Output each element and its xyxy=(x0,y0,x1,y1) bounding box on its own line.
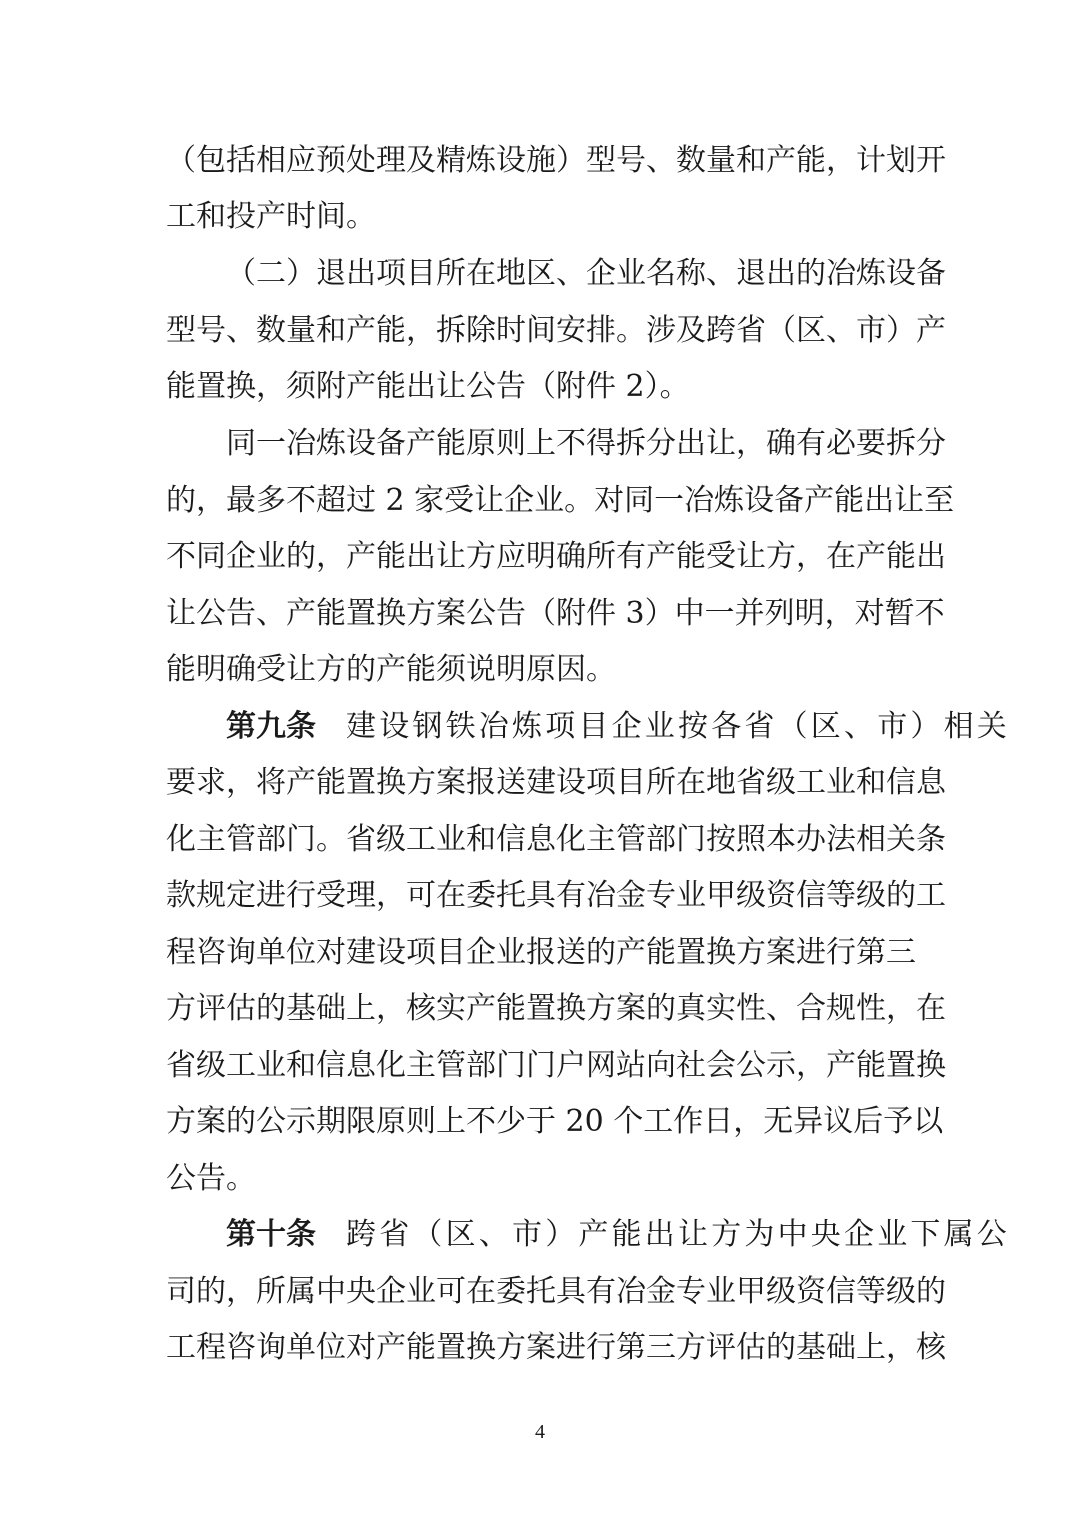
article-9-line xyxy=(226,707,1010,747)
body-line xyxy=(166,989,946,1029)
text: 型号、数量和产能，拆除时间安排。涉及跨省（区、市）产 xyxy=(166,313,946,348)
text: 能明确受让方的产能须说明原因。 xyxy=(166,652,616,687)
body-line xyxy=(166,1159,916,1199)
body-line xyxy=(166,481,955,521)
text: 建设钢铁冶炼项目企业按各省（区、市）相关 xyxy=(346,709,1010,744)
body-line xyxy=(226,424,946,464)
body-line xyxy=(166,876,946,916)
text: 方案的公示期限原则上不少于 20 个工作日，无异议后予以 xyxy=(166,1104,944,1139)
body-line xyxy=(166,594,945,634)
body-line xyxy=(166,1328,946,1368)
text: 工程咨询单位对产能置换方案进行第三方评估的基础上，核 xyxy=(166,1330,946,1365)
page-number: 4 xyxy=(535,1421,545,1443)
body-line xyxy=(166,537,946,577)
body-line xyxy=(166,650,916,690)
body-line xyxy=(166,1272,946,1312)
text: 公告。 xyxy=(166,1161,256,1196)
text: （二）退出项目所在地区、企业名称、退出的冶炼设备 xyxy=(226,256,946,291)
text: 能置换，须附产能出让公告（附件 2）。 xyxy=(166,369,690,404)
article-10-line xyxy=(226,1215,1010,1255)
text: 化主管部门。省级工业和信息化主管部门按照本办法相关条 xyxy=(166,822,946,857)
article-10-heading: 第十条 xyxy=(226,1217,316,1252)
text: 省级工业和信息化主管部门门户网站向社会公示，产能置换 xyxy=(166,1048,946,1083)
text: （包括相应预处理及精炼设施）型号、数量和产能，计划开 xyxy=(166,143,946,178)
text: 司的，所属中央企业可在委托具有冶金专业甲级资信等级的 xyxy=(166,1274,946,1309)
article-9-heading: 第九条 xyxy=(226,709,316,744)
body-line xyxy=(166,311,946,351)
body-line xyxy=(166,820,946,860)
body-line xyxy=(166,1046,946,1086)
text: 的，最多不超过 2 家受让企业。对同一冶炼设备产能出让至 xyxy=(166,483,955,518)
text: 不同企业的，产能出让方应明确所有产能受让方，在产能出 xyxy=(166,539,946,574)
body-line xyxy=(166,367,916,407)
text: 方评估的基础上，核实产能置换方案的真实性、合规性，在 xyxy=(166,991,946,1026)
text: 跨省（区、市）产能出让方为中央企业下属公 xyxy=(346,1217,1010,1252)
body-line xyxy=(166,141,946,181)
text: 程咨询单位对建设项目企业报送的产能置换方案进行第三 xyxy=(166,935,916,970)
body-line xyxy=(226,254,946,294)
text: 要求，将产能置换方案报送建设项目所在地省级工业和信息 xyxy=(166,765,946,800)
text: 款规定进行受理，可在委托具有冶金专业甲级资信等级的工 xyxy=(166,878,946,913)
text: 让公告、产能置换方案公告（附件 3）中一并列明，对暂不 xyxy=(166,596,945,631)
text: 工和投产时间。 xyxy=(166,199,376,234)
body-line xyxy=(166,763,946,803)
body-line xyxy=(166,933,916,973)
body-line xyxy=(166,197,916,237)
body-line xyxy=(166,1102,944,1142)
text: 同一冶炼设备产能原则上不得拆分出让，确有必要拆分 xyxy=(226,426,946,461)
